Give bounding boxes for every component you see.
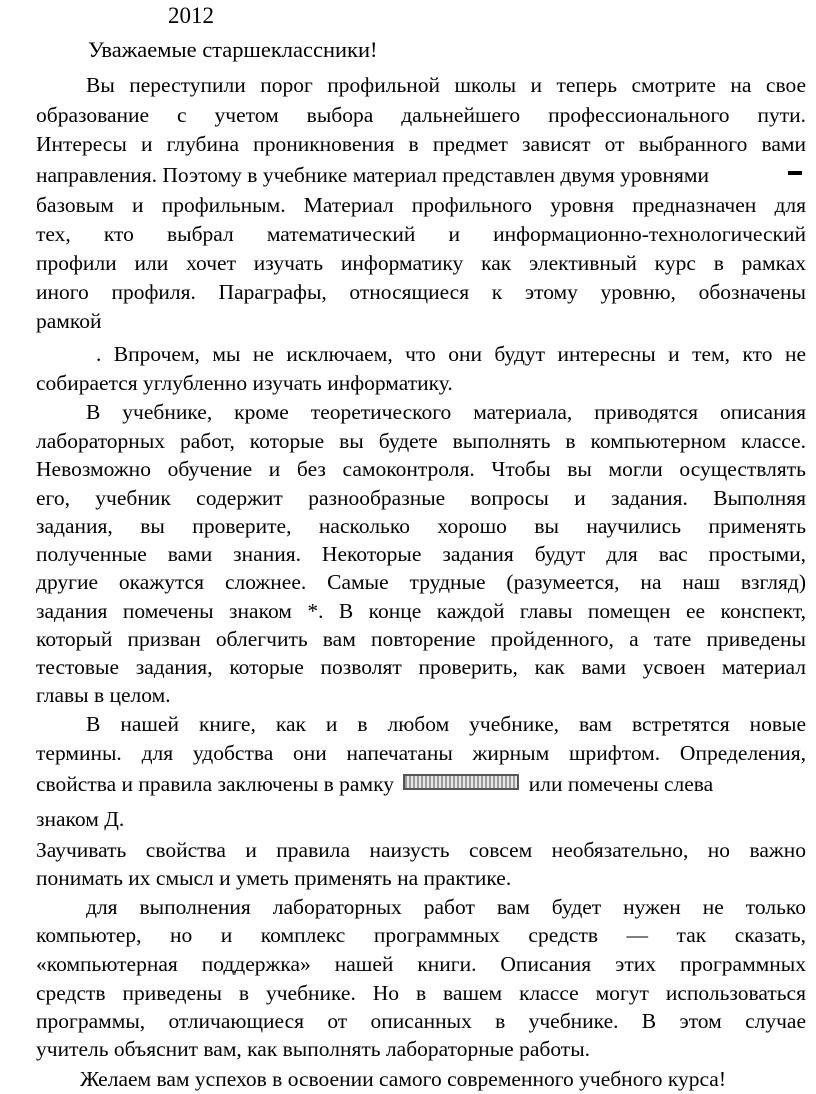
closing-line: Желаем вам успехов в освоении самого современного учебного курса! [80,1067,726,1091]
text-line: В учебнике, кроме теоретического материала, приводятся описания [86,400,806,424]
text-line: тестовые задания, которые позволят проверить, как вами усвоен материал [36,655,806,679]
text-line: другие окажутся сложнее. Самые трудные (разумеется, на наш взгляд) [36,570,806,594]
year: 2012 [168,3,214,28]
text-line: термины. для удобства они напечатаны жирным шрифтом. Определения, [36,741,806,765]
text-line: задания, вы проверите, насколько хорошо вы научились применять [36,514,806,538]
text-line: который призван облегчить вам повторение пройденного, а тате приведены [36,627,806,651]
text-segment: свойства и правила заключены в рамку [36,772,394,796]
frame-sample-icon [403,774,519,790]
text-line: В нашей книге, как и в любом учебнике, вам встретятся новые [86,712,806,736]
text-line: понимать их смысл и уметь применять на практике. [36,866,512,890]
text-line: собирается углубленно изучать информатику. [36,371,453,395]
text-line: учитель объяснит вам, как выполнять лабораторные работы. [36,1037,591,1061]
text-line: Интересы и глубина проникновения в предмет зависят от выбранного вами [36,132,806,156]
text-line: задания помечены знаком *. В конце каждой главы помещен ее конспект, [36,599,806,623]
text-line: лабораторных работ, которые вы будете выполнять в компьютерном классе. [36,429,806,453]
text-segment: или помечены слева [528,772,714,796]
text-line: образование с учетом выбора дальнейшего профессионального пути. [36,103,806,127]
text-line: иного профиля. Параграфы, относящиеся к этому уровню, обозначены [36,280,806,304]
greeting-heading: Уважаемые старшеклассники! [88,37,378,62]
text-line: средств приведены в учебнике. Но в вашем классе могут использоваться [36,981,806,1005]
text-line: Заучивать свойства и правила наизусть совсем необязательно, но важно [36,838,806,862]
text-line: направления. Поэтому в учебнике материал представлен двумя уровнями [36,163,710,187]
text-line: знаком Д. [36,807,125,831]
text-line: для выполнения лабораторных работ вам будет нужен не только [86,895,806,919]
text-line: . Впрочем, мы не исключаем, что они будут интересны и тем, кто не [96,342,806,366]
text-line: программы, отличающиеся от описанных в учебнике. В этом случае [36,1009,806,1033]
text-line: профили или хочет изучать информатику как элективный курс в рамках [36,251,806,275]
text-line: тех, кто выбрал математический и информационно-технологический [36,222,806,246]
text-line: его, учебник содержит разнообразные вопросы и задания. Выполняя [36,486,806,510]
dash-mark [788,171,802,175]
text-line: базовым и профильным. Материал профильного уровня предназначен для [36,193,806,217]
text-line: Вы переступили порог профильной школы и теперь смотрите на свое [86,73,806,97]
text-line-with-frame [36,771,713,797]
text-line: главы в целом. [36,683,171,707]
text-line: рамкой [36,309,102,333]
text-line: полученные вами знания. Некоторые задания будут для вас простыми, [36,542,806,566]
text-line: Невозможно обучение и без самоконтроля. Чтобы вы могли осуществлять [36,457,806,481]
text-line: компьютер, но и комплекс программных средств — так сказать, [36,923,806,947]
text-line: «компьютерная поддержка» нашей книги. Описания этих программных [36,952,806,976]
